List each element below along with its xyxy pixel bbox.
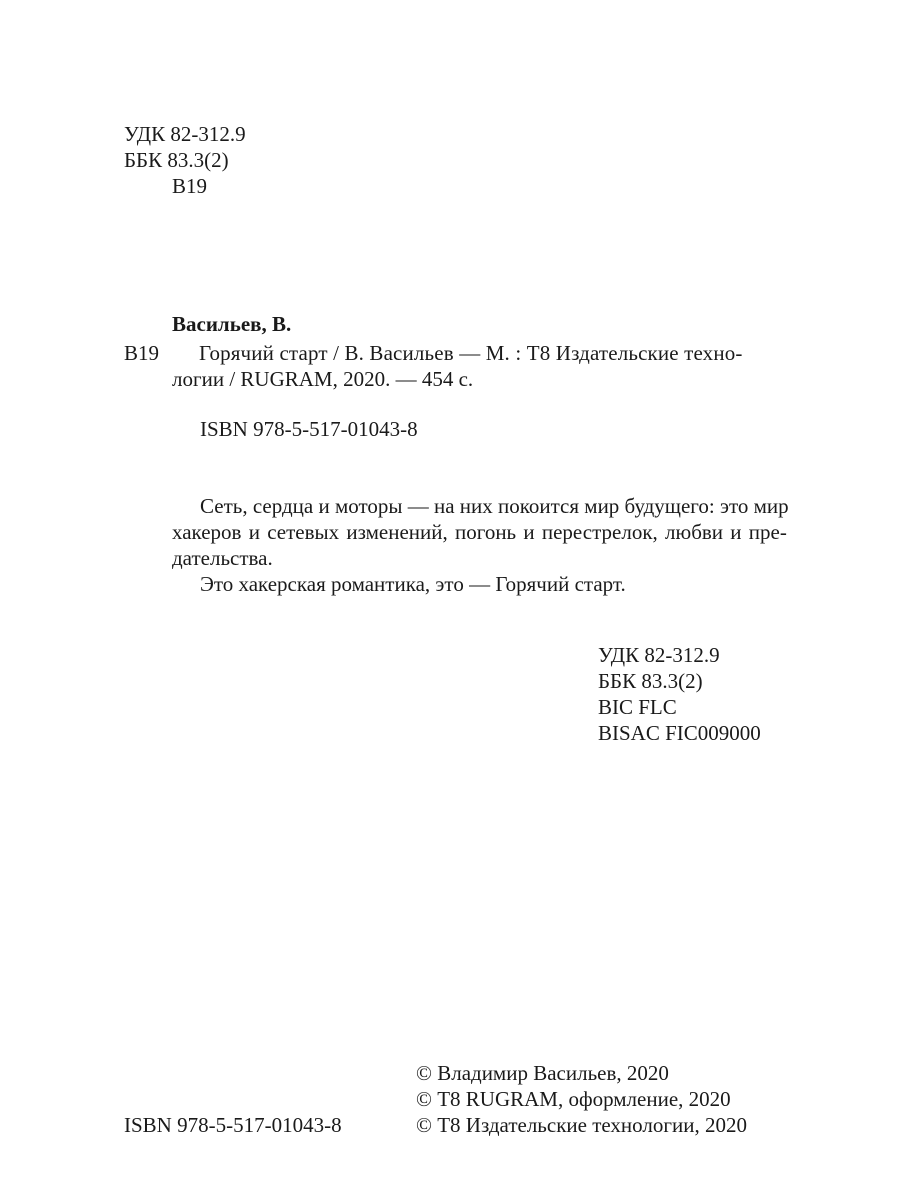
right-bic-code: BIC FLC — [598, 695, 677, 719]
copyright-author: © Владимир Васильев, 2020 — [416, 1061, 669, 1085]
abstract-para1-line1: Сеть, сердца и моторы — на них покоится мир будущего: это мир — [200, 494, 789, 518]
copyright-block — [416, 1060, 747, 1138]
right-classification — [598, 642, 761, 746]
isbn-main: ISBN 978-5-517-01043-8 — [200, 417, 418, 441]
author-heading: Васильев, В. — [172, 312, 292, 336]
right-bbk-code: ББК 83.3(2) — [598, 669, 703, 693]
copyright-publisher: © Т8 Издательские технологии, 2020 — [416, 1113, 747, 1137]
top-bbk-code: ББК 83.3(2) — [124, 148, 229, 172]
top-udk-code: УДК 82-312.9 — [124, 122, 246, 146]
description-code: В19 — [124, 341, 160, 365]
copyright-design: © Т8 RUGRAM, оформление, 2020 — [416, 1087, 731, 1111]
top-classification — [124, 121, 246, 199]
description-line-2: логии / RUGRAM, 2020. — 454 с. — [172, 367, 474, 391]
abstract-para2: Это хакерская романтика, это — Горячий старт. — [200, 572, 626, 596]
right-udk-code: УДК 82-312.9 — [598, 643, 720, 667]
abstract-para1-line3: дательства. — [172, 546, 273, 570]
isbn-bottom: ISBN 978-5-517-01043-8 — [124, 1113, 342, 1137]
abstract — [124, 493, 789, 597]
description-line-1: Горячий старт / В. Васильев — М. : Т8 Издательские техно- — [199, 341, 743, 365]
abstract-para1-line2: хакеров и сетевых изменений, погонь и перестрелок, любви и пре- — [172, 520, 787, 544]
right-bisac-code: BISAC FIC009000 — [598, 721, 761, 745]
top-author-mark: В19 — [172, 174, 208, 198]
